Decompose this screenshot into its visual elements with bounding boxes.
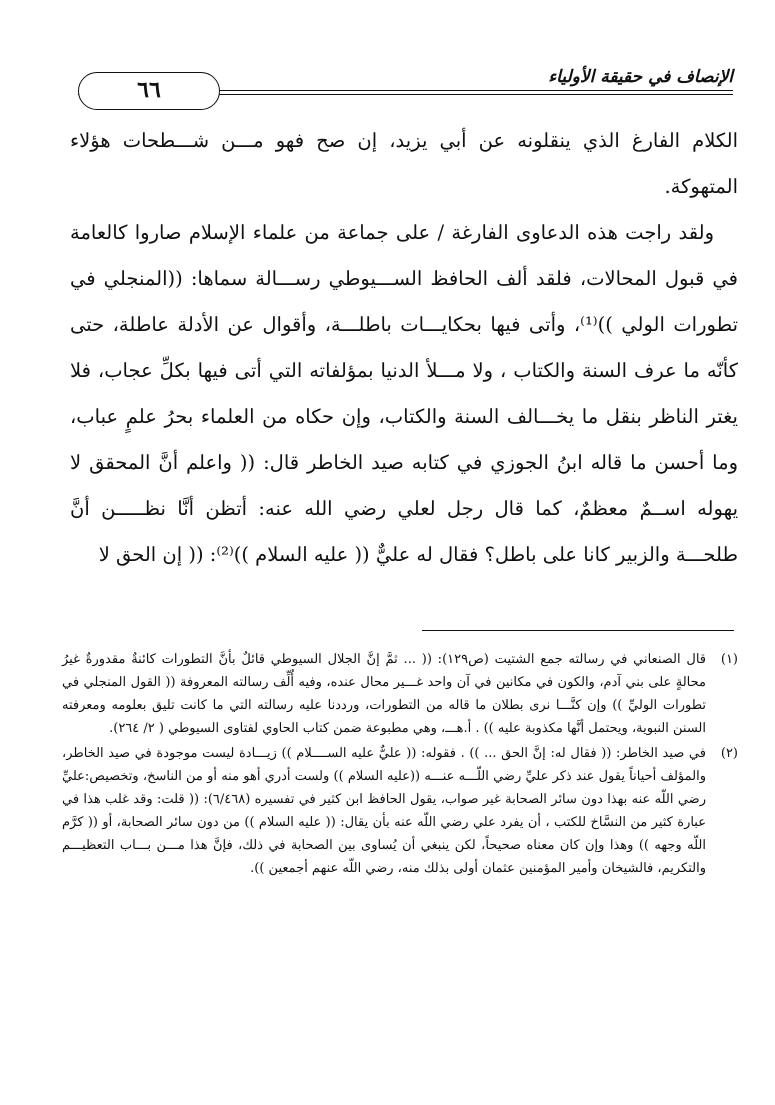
footnote-text: في صيد الخاطر: (( فقال له: إنَّ الحق ... )) . فقوله: (( عليٌّ عليه الســــلام )) زيـــادة ليست موجودة في صيد الخاطر، والمؤلف أحياناً يقول عند ذكر عليِّ رضي اللّـــه عنـــه ((عليه السلام )) ولست أدري أهو منه أو من الناسخ، وتخصيص:عليِّ رضي اللّه عنه بهذا دون سائر الصحابة غير صواب، يقول الحافظ ابن كثير في تفسيره (٦/٤٦٨): (( قلت: وقد غلب هذا في عبارة كثير من النسَّاخ للكتب ، أن يفرد علي رضي اللّه عنه بأن يقال: (( عليه السلام )) من دون سائر الصحابة، أو (( كرَّم اللّه وجهه )) وهذا وإن كان معناه صحيحاً، لكن ينبغي أن يُساوى بين الصحابة في ذلك، فإنَّ هذا مـــن بـــاب التعظيـــم والتكريم، فالشيخان وأمير المؤمنين عثمان أولى بذلك منه، رضي اللّه عنهم أجمعين )). [62,746,706,876]
footnote-item [62,742,738,880]
running-title: الإنصاف في حقيقة الأولياء [542,66,733,88]
footnote-item [62,648,738,740]
body-paragraph: ولقد راجت هذه الدعاوى الفارغة / على جماعة من علماء الإسلام صاروا كالعامة في قبول المحالات، فلقد ألف الحافظ الســـيوطي رســـالة سماها: ((المنجلي في تطورات الولي ))⁽¹⁾، وأتى فيها بحكايـــات باطلـــة، وأقوال عن الأدلة عاطلة، حتى كأنّه ما عرف السنة والكتاب ، ولا مـــلأ الدنيا بمؤلفاته التي أتى فيها بكلِّ عجاب، فلا يغتر الناظر بنقل ما يخـــالف السنة والكتاب، وإن حكاه من العلماء بحرُ علمٍ عباب، وما أحسن ما قاله ابنُ الجوزي في كتابه صيد الخاطر قال: (( واعلم أنَّ المحقق لا يهوله اســمٌ معظمٌ، كما قال رجل لعلي رضي الله عنه: أتظن أنَّا نظـــــن أنَّ طلحـــة والزبير كانا على باطل؟ فقال له عليٌّ (( عليه السلام ))⁽²⁾: (( إن الحق لا [70,221,739,566]
footnote-marker: (٢) [720,746,738,761]
footnotes [62,648,738,882]
footnote-text: قال الصنعاني في رسالته جمع الشتيت (ص١٢٩): (( ... ثمَّ إنَّ الجلال السيوطي قائلٌ بأنَّ التطورات كائنةٌ مقدورةٌ غيرُ محالةٍ على بني آدم، والكون في مكانين في آن واحد غـــير محال عنده، وفيه أُلِّف رسالته المعروفة (( القول المنجلي في تطورات الوليِّ )) وإن كنَّـــا نرى بطلان ما قاله من التطورات، ورددنا عليه رسالته التي ما كانت تليق بعلومه ومعرفته السنن النبوية، ويحتمل أنَّها مكذوبة عليه )) . أ.هـــ، وهي مطبوعة ضمن كتاب الحاوي لفتاوى السيوطي ( ٢/ ٢٦٤). [62,652,706,736]
main-text [70,118,738,578]
body-paragraph: الكلام الفارغ الذي ينقلونه عن أبي يزيد، إن صح فهو مـــن شـــطحات هؤلاء المتهوكة. [70,129,738,198]
page-header [78,66,733,106]
page-number: ٦٦ [78,72,220,110]
footnote-marker: (١) [720,652,738,667]
footnote-separator [422,630,734,631]
